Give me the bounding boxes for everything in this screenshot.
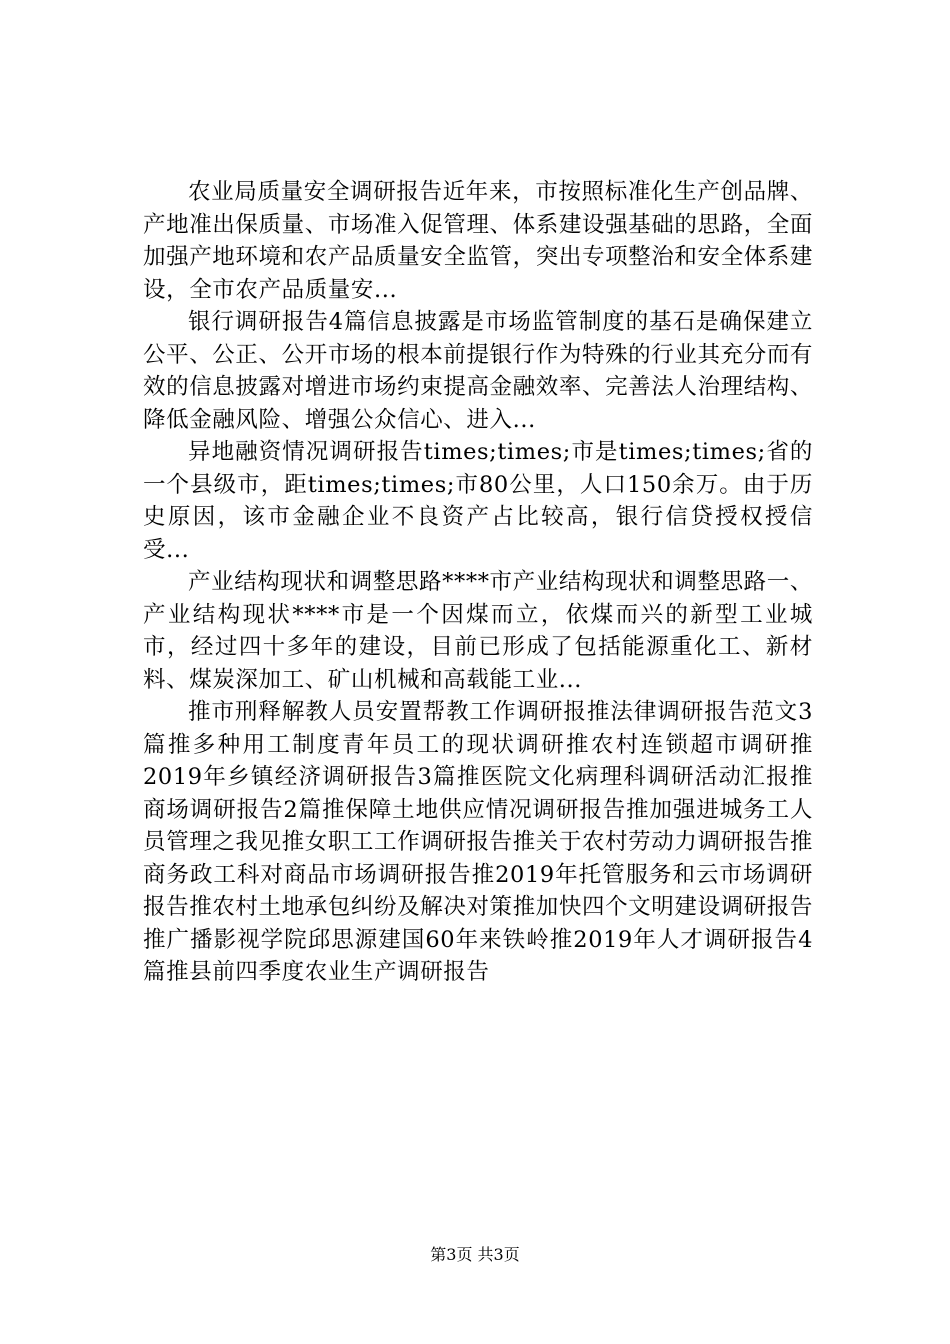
paragraph-offsite-financing: 异地融资情况调研报告times;times;市是times;times;省的一个县级市，距times;times;市80公里，人口150余万。由于历史原因，该市金融企业不良资产占比较高，银行信贷授权授信受... [143,439,813,563]
paragraph-agriculture-quality: 农业局质量安全调研报告近年来，市按照标准化生产创品牌、产地准出保质量、市场准入促管理、体系建设强基础的思路，全面加强产地环境和农产品质量安全监管，突出专项整治和安全体系建设，全市农产品质量安... [143,179,813,303]
paragraph-industry-structure: 产业结构现状和调整思路****市产业结构现状和调整思路一、产业结构现状****市是一个因煤而立，依煤而兴的新型工业城市，经过四十多年的建设，目前已形成了包括能源重化工、新材料、煤炭深加工、矿山机械和高载能工业... [143,569,813,693]
page-number-footer: 第3页 共3页 [430,1245,520,1264]
paragraph-recommended-links: 推市刑释解教人员安置帮教工作调研报推法律调研报告范文3篇推多种用工制度青年员工的现状调研推农村连锁超市调研推2019年乡镇经济调研报告3篇推医院文化病理科调研活动汇报推商场调研报告2篇推保障土地供应情况调研报告推加强进城务工人员管理之我见推女职工工作调研报告推关于农村劳动力调研报告推商务政工科对商品市场调研报告推2019年托管服务和云市场调研报告推农村土地承包纠纷及解决对策推加快四个文明建设调研报告推广播影视学院邱思源建国60年来铁岭推2019年人才调研报告4篇推县前四季度农业生产调研报告 [143,699,813,985]
paragraph-bank-report: 银行调研报告4篇信息披露是市场监管制度的基石是确保建立公平、公正、公开市场的根本前提银行作为特殊的行业其充分而有效的信息披露对增进市场约束提高金融效率、完善法人治理结构、降低金融风险、增强公众信心、进入... [143,309,813,433]
document-body [143,176,813,989]
